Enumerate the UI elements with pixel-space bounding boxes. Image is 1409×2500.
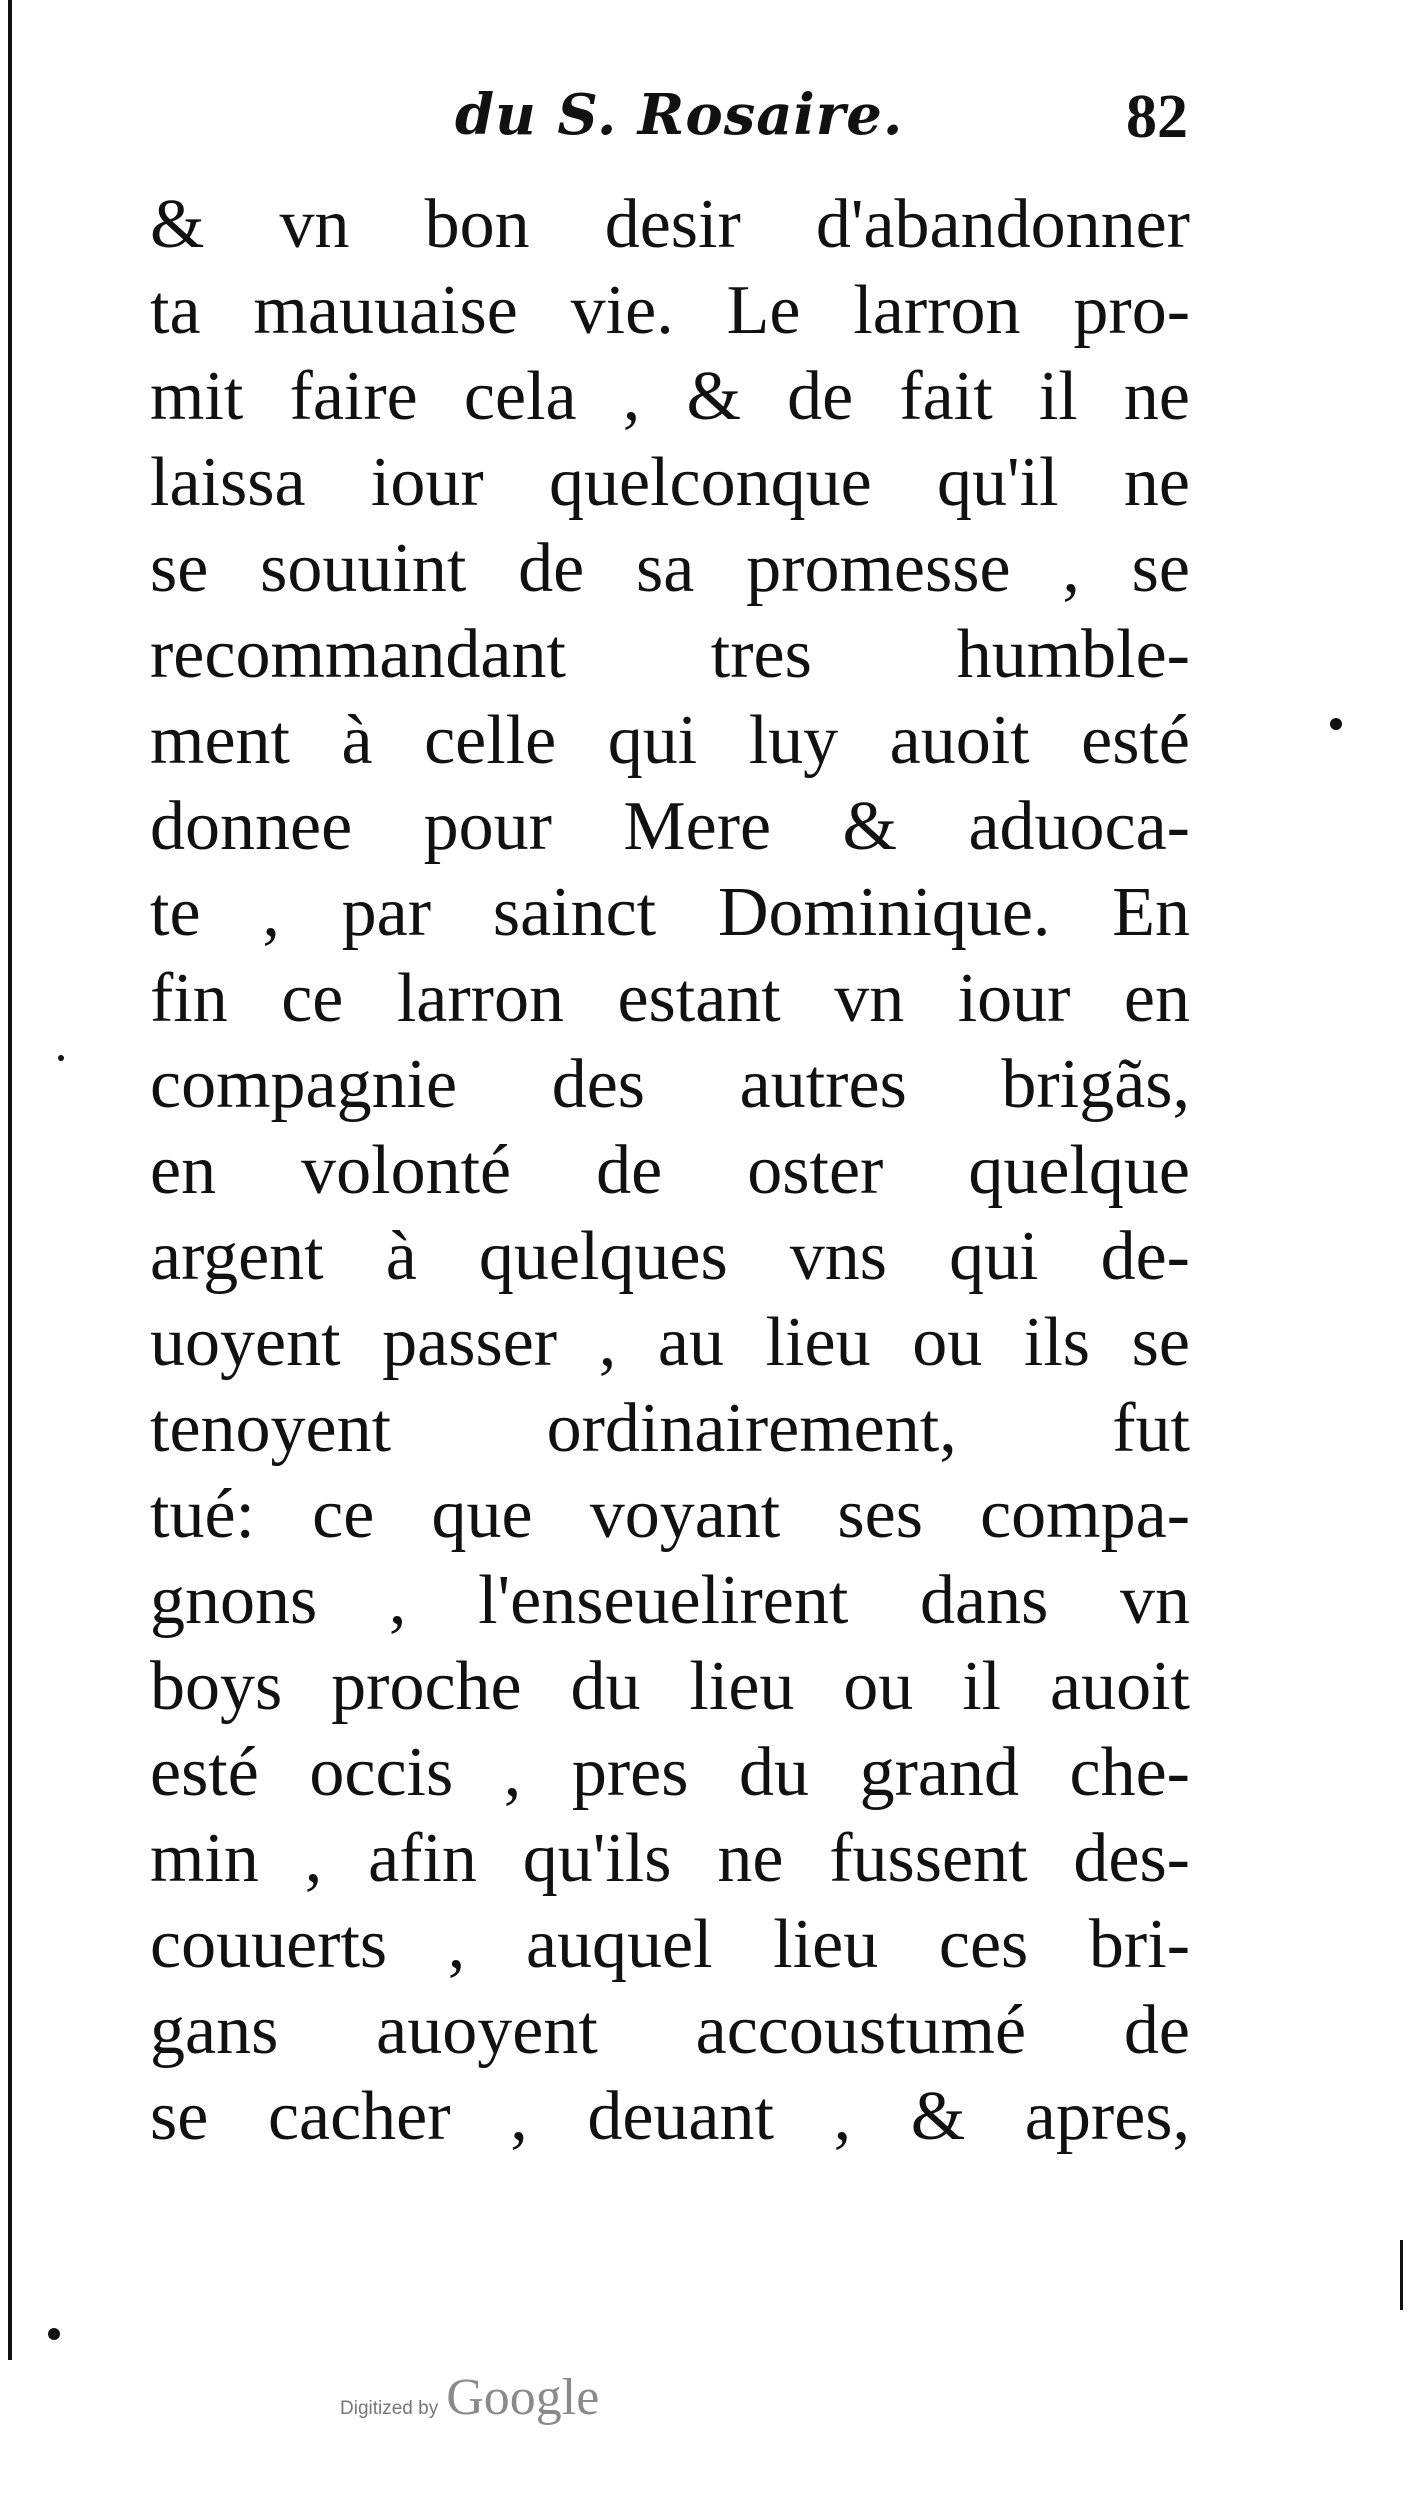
digitized-by-label: Digitized by <box>340 2398 439 2419</box>
text-line: mit faire cela , & de fait il ne <box>150 358 1190 435</box>
digitized-by-google-watermark <box>340 2368 599 2427</box>
text-line: se souuint de sa promesse , se <box>150 530 1190 607</box>
text-line: min , afin qu'ils ne fussent des- <box>150 1820 1190 1897</box>
text-line: esté occis , pres du grand che- <box>150 1734 1190 1811</box>
text-line: tué: ce que voyant ses compa- <box>150 1476 1190 1553</box>
google-logo: Google <box>446 2369 600 2426</box>
text-line: fin ce larron estant vn iour en <box>150 960 1190 1037</box>
text-line: tenoyent ordinairement, fut <box>150 1390 1190 1467</box>
text-line: gans auoyent accoustumé de <box>150 1992 1190 2069</box>
text-line: & vn bon desir d'abandonner <box>150 186 1190 263</box>
page-number: 82 <box>1126 83 1188 151</box>
text-line: compagnie des autres brigãs, <box>150 1046 1190 1123</box>
running-head-title: du S. Rosaire. <box>455 82 904 148</box>
text-line: en volonté de oster quelque <box>150 1132 1190 1209</box>
text-line: uoyent passer , au lieu ou ils se <box>150 1304 1190 1381</box>
text-line: donnee pour Mere & aduoca- <box>150 788 1190 865</box>
text-line: boys proche du lieu ou il auoit <box>150 1648 1190 1725</box>
text-line: ta mauuaise vie. Le larron pro- <box>150 272 1190 349</box>
ink-speck <box>58 1055 64 1061</box>
binding-edge-shadow <box>8 0 12 2360</box>
ink-speck <box>48 2328 60 2340</box>
text-line: recommandant tres humble- <box>150 616 1190 693</box>
right-edge-mark <box>1400 2240 1403 2310</box>
ink-speck <box>1330 718 1342 730</box>
text-line: argent à quelques vns qui de- <box>150 1218 1190 1295</box>
body-text <box>150 182 1190 2160</box>
text-line: laissa iour quelconque qu'il ne <box>150 444 1190 521</box>
text-line: ment à celle qui luy auoit esté <box>150 702 1190 779</box>
text-line: gnons , l'enseuelirent dans vn <box>150 1562 1190 1639</box>
text-line: se cacher , deuant , & apres, <box>150 2078 1190 2155</box>
text-line: couuerts , auquel lieu ces bri- <box>150 1906 1190 1983</box>
running-head <box>150 82 1200 162</box>
text-line: te , par sainct Dominique. En <box>150 874 1190 951</box>
